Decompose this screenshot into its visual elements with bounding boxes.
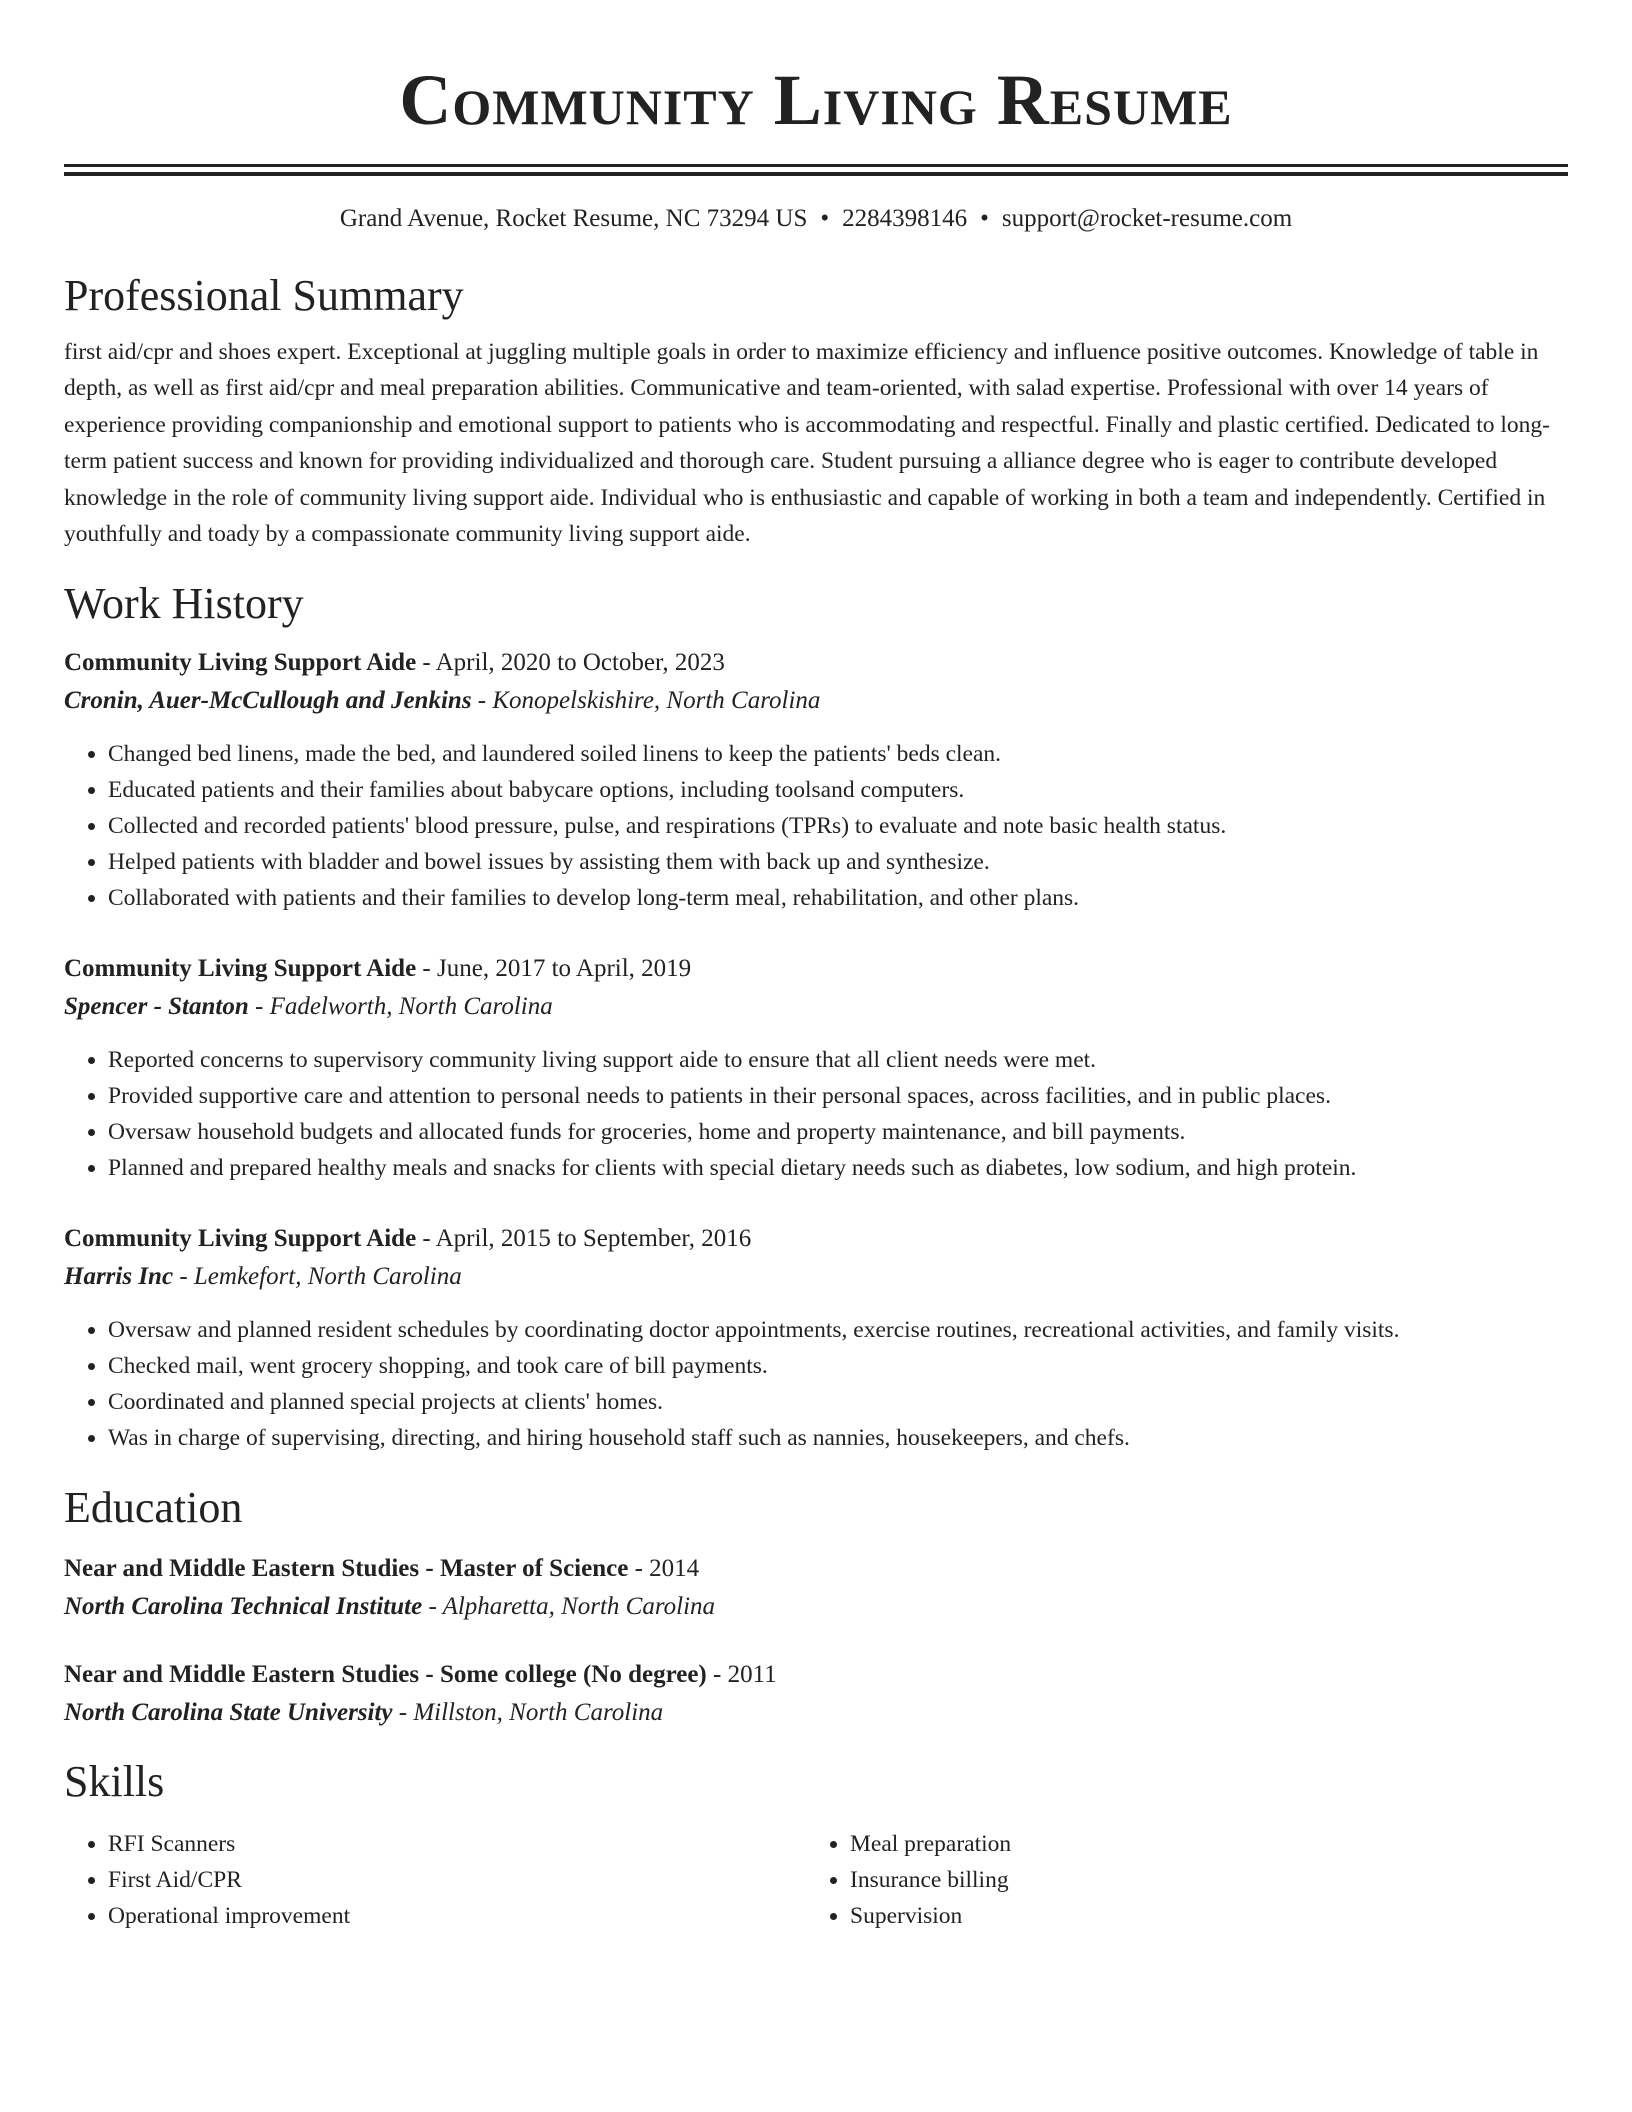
- job-location: - Fadelworth, North Carolina: [248, 993, 553, 1021]
- job-company: Cronin, Auer-McCullough and Jenkins: [64, 687, 472, 715]
- degree-year: - 2011: [706, 1661, 777, 1689]
- skills-column-left: [64, 1826, 806, 1934]
- job-company: Harris Inc: [64, 1263, 174, 1291]
- title-double-rule: [64, 164, 1568, 176]
- contact-email[interactable]: support@rocket-resume.com: [1001, 205, 1293, 232]
- school-name: North Carolina Technical Institute: [64, 1593, 423, 1621]
- skills-column-right: [806, 1826, 1548, 1934]
- job-bullet: • Helped patients with bladder and bowel issues by assisting them with back up and synthesize.: [108, 844, 1568, 880]
- degree-line: [64, 1550, 1568, 1588]
- degree-name: Near and Middle Eastern Studies - Some college (No degree): [64, 1661, 707, 1689]
- skills-list: [64, 1826, 1568, 1934]
- job-bullet: • Coordinated and planned special projects at clients' homes.: [108, 1384, 1568, 1420]
- job-dates: - April, 2015 to September, 2016: [416, 1225, 752, 1253]
- job-company: Spencer - Stanton: [64, 993, 249, 1021]
- section-heading-education: Education: [64, 1483, 243, 1533]
- job-entry: [64, 644, 1568, 916]
- education-entry: [64, 1656, 1568, 1732]
- job-bullet-list: [64, 1042, 1568, 1186]
- resume-title: Community Living Resume: [399, 60, 1233, 140]
- job-bullet: • Oversaw and planned resident schedules by coordinating doctor appointments, exercise routines, recreational activities, and family visits.: [108, 1312, 1568, 1348]
- skill-item: • Meal preparation: [850, 1826, 1548, 1862]
- job-title: Community Living Support Aide: [64, 1225, 417, 1253]
- contact-phone: 2284398146: [842, 205, 968, 232]
- contact-address: Grand Avenue, Rocket Resume, NC 73294 US: [339, 205, 808, 232]
- job-bullet: • Collected and recorded patients' blood pressure, pulse, and respirations (TPRs) to evaluate and note basic health status.: [108, 808, 1568, 844]
- job-title-line: [64, 1220, 1568, 1258]
- job-location: - Konopelskishire, North Carolina: [471, 687, 821, 715]
- education-entry: [64, 1550, 1568, 1626]
- job-bullet: • Checked mail, went grocery shopping, and took care of bill payments.: [108, 1348, 1568, 1384]
- section-heading-summary: Professional Summary: [64, 271, 464, 320]
- job-title: Community Living Support Aide: [64, 649, 417, 677]
- school-location: - Alpharetta, North Carolina: [422, 1593, 716, 1621]
- summary-text: first aid/cpr and shoes expert. Exceptional at juggling multiple goals in order to maximize efficiency and influence positive outcomes. Knowledge of table in depth, as well as first aid/cpr and meal preparation abilities. Communicative and team-oriented, with salad expertise. Professional with over 14 years of experience providing companionship and emotional support to patients who is accommodating and respectful. Finally and plastic certified. Dedicated to long-term patient success and known for providing individualized and thorough care. Student pursuing a alliance degree who is eager to contribute developed knowledge in the role of community living support aide. Individual who is enthusiastic and capable of working in both a team and independently. Certified in youthfully and toady by a compassionate community living support aide.: [64, 339, 1550, 548]
- job-bullet: • Reported concerns to supervisory community living support aide to ensure that all client needs were met.: [108, 1042, 1568, 1078]
- contact-separator: •: [980, 205, 989, 232]
- degree-name: Near and Middle Eastern Studies - Master of Science: [64, 1555, 629, 1583]
- job-bullet: • Educated patients and their families about babycare options, including toolsand computers.: [108, 772, 1568, 808]
- degree-line: [64, 1656, 1568, 1694]
- school-location: - Millston, North Carolina: [392, 1699, 664, 1727]
- job-title: Community Living Support Aide: [64, 955, 417, 983]
- skill-item: • Insurance billing: [850, 1862, 1548, 1898]
- job-location: - Lemkefort, North Carolina: [173, 1263, 462, 1291]
- job-bullet-list: [64, 1312, 1568, 1456]
- job-company-line: [64, 988, 1568, 1026]
- job-bullet: • Changed bed linens, made the bed, and laundered soiled linens to keep the patients' beds clean.: [108, 736, 1568, 772]
- job-bullet: • Was in charge of supervising, directing, and hiring household staff such as nannies, housekeepers, and chefs.: [108, 1420, 1568, 1456]
- job-title-line: [64, 644, 1568, 682]
- section-heading-skills: Skills: [64, 1757, 165, 1807]
- job-bullet: • Collaborated with patients and their families to develop long-term meal, rehabilitation, and other plans.: [108, 880, 1568, 916]
- job-bullet: • Planned and prepared healthy meals and snacks for clients with special dietary needs such as diabetes, low sodium, and high protein.: [108, 1150, 1568, 1186]
- job-company-line: [64, 1258, 1568, 1296]
- section-heading-work-history: Work History: [64, 579, 304, 629]
- skill-item: • First Aid/CPR: [108, 1862, 806, 1898]
- job-bullet-list: [64, 736, 1568, 916]
- job-entry: [64, 1220, 1568, 1456]
- job-entry: [64, 950, 1568, 1186]
- degree-year: - 2014: [628, 1555, 700, 1583]
- contact-separator: •: [820, 205, 830, 232]
- job-bullet: • Provided supportive care and attention to personal needs to patients in their personal spaces, across facilities, and in public places.: [108, 1078, 1568, 1114]
- job-company-line: [64, 682, 1568, 720]
- job-bullet: • Oversaw household budgets and allocated funds for groceries, home and property maintenance, and bill payments.: [108, 1114, 1568, 1150]
- skill-item: • Operational improvement: [108, 1898, 806, 1934]
- job-dates: - April, 2020 to October, 2023: [416, 649, 725, 677]
- school-line: [64, 1694, 1568, 1732]
- skill-item: • Supervision: [850, 1898, 1548, 1934]
- job-title-line: [64, 950, 1568, 988]
- contact-line: [64, 202, 1568, 236]
- job-dates: - June, 2017 to April, 2019: [416, 955, 692, 983]
- school-line: [64, 1588, 1568, 1626]
- school-name: North Carolina State University: [64, 1699, 393, 1727]
- skill-item: • RFI Scanners: [108, 1826, 806, 1862]
